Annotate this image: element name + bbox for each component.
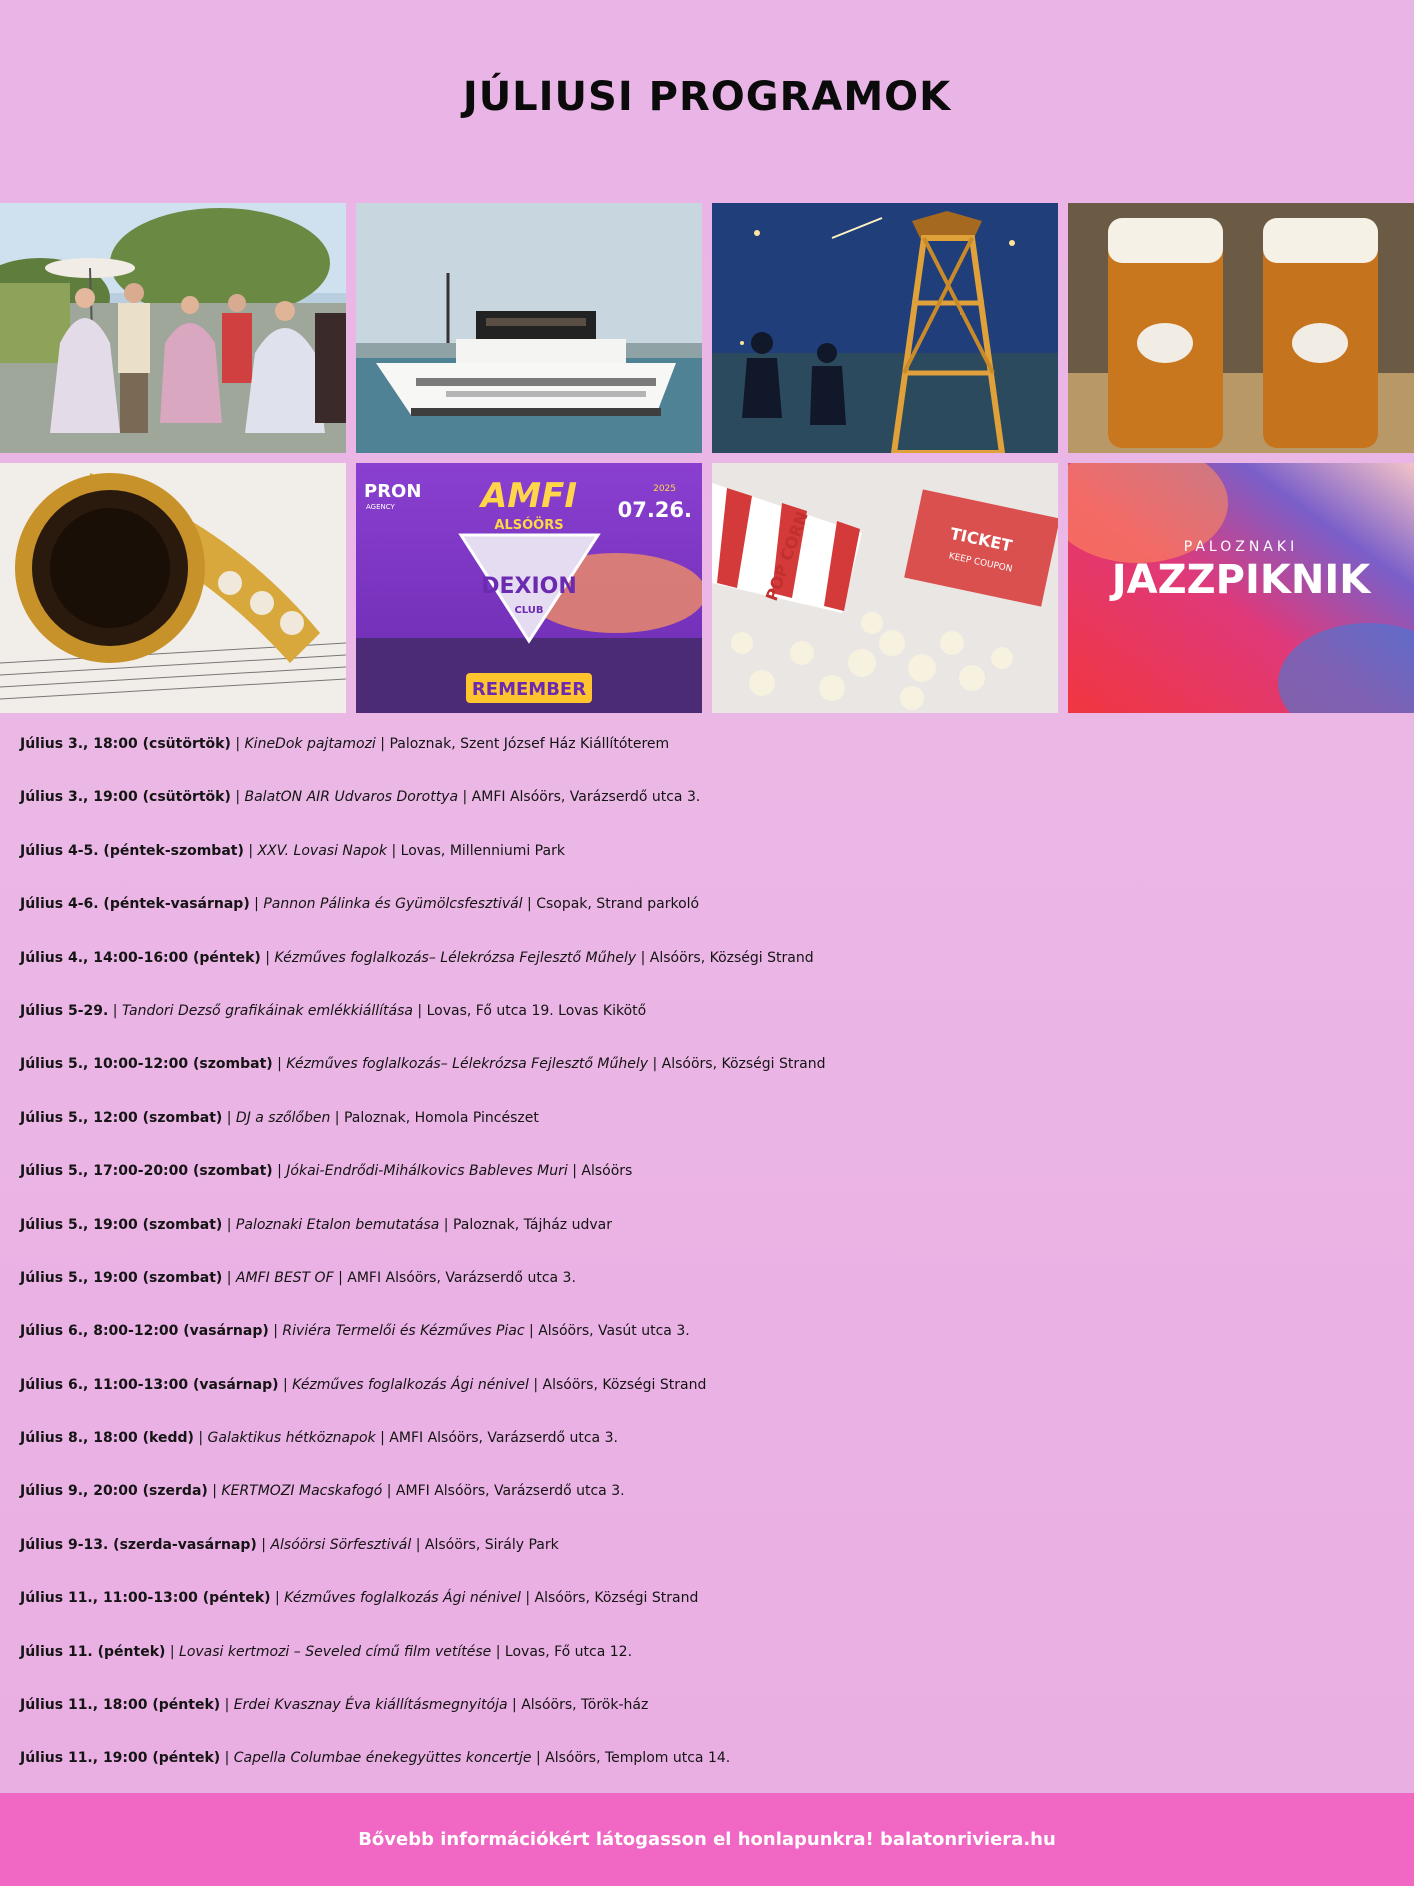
ticket-label: TICKET [948,523,1014,556]
event-list [20,718,1400,1786]
event-title: Capella Columbae énekegyüttes koncertje [233,1750,532,1767]
event-title: BalatON AIR Udvaros Dorottya [244,789,459,806]
event-place: Alsóörs, Templom utca 14. [545,1750,731,1767]
event-separator: | [256,1536,271,1553]
event-place: Csopak, Strand parkoló [536,896,700,913]
event-place: AMFI Alsóörs, Varázserdő utca 3. [395,1483,625,1500]
event-title: Paloznaki Etalon bemutatása [235,1216,440,1233]
event-date: Július 5., 17:00-20:00 (szombat) [20,1163,273,1180]
event-separator: | [270,1590,285,1607]
poster-date: 07.26. [617,498,692,522]
poster-agency: PRON [364,481,422,502]
event-place: Alsóörs, Vasút utca 3. [538,1323,690,1340]
photo-grid [0,203,1414,713]
event-separator: | [249,896,264,913]
event-separator: | [193,1430,208,1447]
event-title: KERTMOZI Macskafogó [221,1483,383,1500]
ticket-sub-label: KEEP COUPON [947,551,1014,575]
popcorn-photo [712,463,1058,713]
event-date: Július 11., 11:00-13:00 (péntek) [20,1590,271,1607]
event-place: Alsóörs, Török-ház [521,1697,649,1714]
event-title: Lovasi kertmozi – Seveled című film vetítése [179,1643,492,1660]
event-title: XXV. Lovasi Napok [257,842,388,859]
event-row [20,878,1400,931]
event-date: Július 11., 19:00 (péntek) [20,1750,221,1767]
event-separator: | [648,1056,662,1073]
event-title: Galaktikus hétköznapok [207,1430,376,1447]
event-separator: | [108,1002,122,1019]
event-separator: | [220,1750,234,1767]
event-place: Lovas, Millenniumi Park [400,842,565,859]
poster-place: ALSÓÖRS [494,518,564,533]
event-separator: | [531,1750,546,1767]
event-row [20,718,1400,771]
event-separator: | [330,1109,344,1126]
event-separator: | [268,1323,283,1340]
event-date: Július 3., 18:00 (csütörtök) [20,736,231,752]
event-row [20,1412,1400,1465]
event-separator: | [207,1483,222,1500]
event-separator: | [165,1643,180,1660]
event-date: Július 6., 8:00-12:00 (vasárnap) [20,1323,269,1340]
event-title: Kézműves foglalkozás– Lélekrózsa Fejlesztő Műhely [274,949,637,966]
event-place: Alsóörs, Községi Strand [661,1056,826,1073]
event-row [20,1732,1400,1785]
event-separator: | [458,789,472,806]
event-separator: | [222,1216,236,1233]
event-row [20,1092,1400,1145]
event-separator: | [528,1376,543,1393]
poster-brand: AMFI [480,476,578,516]
event-row [20,1038,1400,1091]
event-place: Alsóörs, Sirály Park [424,1536,559,1553]
event-date: Július 5., 19:00 (szombat) [20,1216,223,1233]
event-place: AMFI Alsóörs, Varázserdő utca 3. [389,1430,618,1447]
event-title: KineDok pajtamozi [244,736,376,752]
event-separator: | [243,842,258,859]
event-row [20,1305,1400,1358]
event-row [20,1626,1400,1679]
event-row [20,1199,1400,1252]
event-row [20,1359,1400,1412]
event-place: Paloznak, Tájház udvar [452,1216,612,1233]
steamboat-photo [356,203,702,453]
event-separator: | [333,1269,348,1286]
event-separator: | [222,1109,236,1126]
event-title: Jókai-Endrődi-Mihálkovics Bableves Muri [286,1163,568,1180]
event-place: Lovas, Fő utca 12. [504,1643,633,1660]
event-separator: | [220,1697,234,1714]
event-separator: | [411,1536,425,1553]
event-separator: | [375,736,390,752]
event-row [20,1145,1400,1198]
event-date: Július 6., 11:00-13:00 (vasárnap) [20,1376,279,1393]
event-place: AMFI Alsóörs, Varázserdő utca 3. [471,789,701,806]
event-title: DJ a szőlőben [235,1109,331,1126]
event-row [20,1572,1400,1625]
event-place: AMFI Alsóörs, Varázserdő utca 3. [347,1269,576,1286]
event-place: Alsóörs, Községi Strand [534,1590,699,1607]
event-date: Július 3., 19:00 (csütörtök) [20,789,231,806]
event-row [20,985,1400,1038]
event-separator: | [524,1323,539,1340]
event-title: Tandori Dezső grafikáinak emlékkiállítása [121,1002,413,1019]
event-date: Július 4-6. (péntek-vasárnap) [20,896,250,913]
event-date: Július 9., 20:00 (szerda) [20,1483,208,1500]
costume-parade-photo [0,203,346,453]
event-date: Július 11. (péntek) [20,1643,166,1660]
event-separator: | [260,949,275,966]
event-separator: | [272,1056,287,1073]
event-separator: | [230,736,245,752]
jazzpiknik-poster [1068,463,1414,713]
event-date: Július 8., 18:00 (kedd) [20,1430,194,1447]
footer-banner: Bővebb információkért látogasson el honlapunkra! balatonriviera.hu [0,1793,1414,1886]
poster-club-sub: CLUB [514,605,544,616]
event-separator: | [387,842,401,859]
event-separator: | [522,896,537,913]
event-place: Alsóörs [581,1163,633,1180]
event-title: Kézműves foglalkozás Ági nénivel [284,1590,521,1607]
event-separator: | [382,1483,396,1500]
event-date: Július 5., 10:00-12:00 (szombat) [20,1056,273,1073]
event-place: Paloznak, Szent József Ház Kiállítóterem [389,736,670,752]
event-row [20,1519,1400,1572]
event-date: Július 5., 12:00 (szombat) [20,1109,223,1126]
lookout-tower-illustration [712,203,1058,453]
event-separator: | [439,1216,453,1233]
event-title: AMFI BEST OF [235,1269,334,1286]
event-title: Pannon Pálinka és Gyümölcsfesztivál [263,896,523,913]
event-title: Kézműves foglalkozás– Lélekrózsa Fejlesztő Műhely [286,1056,648,1073]
event-separator: | [272,1163,287,1180]
event-separator: | [491,1643,505,1660]
beer-mugs-photo [1068,203,1414,453]
event-row [20,1252,1400,1305]
event-date: Július 4-5. (péntek-szombat) [20,842,244,859]
event-row [20,1465,1400,1518]
event-place: Alsóörs, Községi Strand [649,949,814,966]
event-row [20,1679,1400,1732]
event-date: Július 5., 19:00 (szombat) [20,1269,223,1286]
event-title: Alsóörsi Sörfesztivál [270,1536,412,1553]
event-separator: | [278,1376,293,1393]
popcorn-box-label: POP CORN [761,508,812,604]
event-title: Erdei Kvasznay Éva kiállításmegnyitója [233,1697,508,1714]
event-date: Július 5-29. [20,1002,109,1019]
event-row [20,825,1400,878]
event-title: Riviéra Termelői és Kézműves Piac [282,1323,525,1340]
event-title: Kézműves foglalkozás Ági nénivel [292,1376,529,1393]
event-separator: | [520,1590,535,1607]
poster-date-year: 2025 [653,484,676,494]
event-row [20,932,1400,985]
event-separator: | [507,1697,522,1714]
event-row [20,771,1400,824]
event-separator: | [636,949,650,966]
event-separator: | [222,1269,236,1286]
jazz-kicker: PALOZNAKI [1183,539,1299,555]
event-separator: | [375,1430,390,1447]
event-place: Lovas, Fő utca 19. Lovas Kikötő [426,1002,647,1019]
jazz-name: JAZZPIKNIK [1111,557,1371,603]
event-date: Július 11., 18:00 (péntek) [20,1697,221,1714]
event-date: Július 9-13. (szerda-vasárnap) [20,1536,257,1553]
poster-agency-sub: AGENCY [366,503,395,511]
event-date: Július 4., 14:00-16:00 (péntek) [20,949,261,966]
amfi-dexion-poster [356,463,702,713]
event-separator: | [230,789,245,806]
event-separator: | [412,1002,427,1019]
saxophone-photo [0,463,346,713]
poster-banner: REMEMBER [471,679,587,700]
poster-club: DEXION [481,574,577,599]
event-separator: | [567,1163,582,1180]
event-place: Paloznak, Homola Pincészet [343,1109,539,1126]
page-title: JÚLIUSI PROGRAMOK [462,74,952,120]
event-place: Alsóörs, Községi Strand [542,1376,707,1393]
